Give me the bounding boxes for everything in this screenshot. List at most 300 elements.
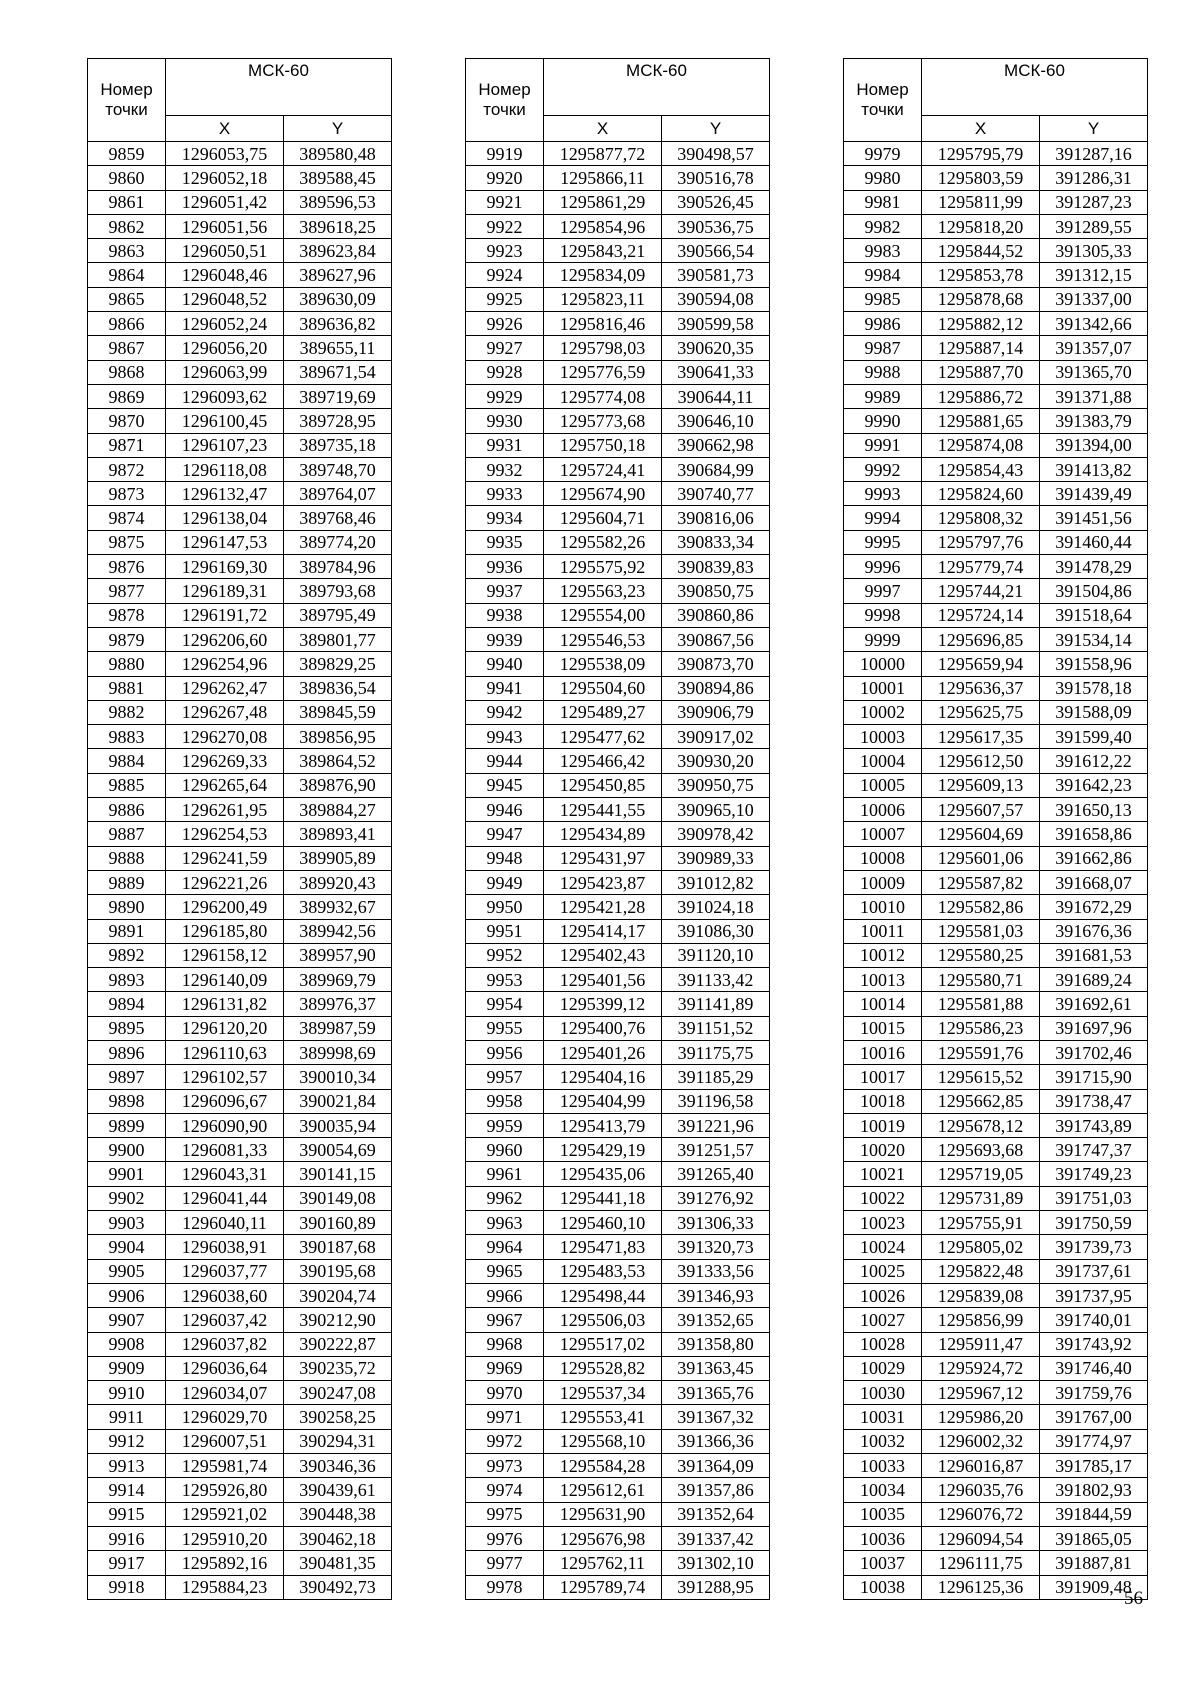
table-row <box>88 700 392 724</box>
y-coordinate-cell: 390516,78 <box>662 166 770 190</box>
point-number-cell: 9875 <box>88 530 166 554</box>
x-coordinate-cell: 1295693,68 <box>922 1138 1040 1162</box>
point-number-cell: 9925 <box>466 287 544 311</box>
point-number-cell: 9956 <box>466 1040 544 1064</box>
y-coordinate-cell: 390010,34 <box>284 1065 392 1089</box>
y-coordinate-cell: 391276,92 <box>662 1186 770 1210</box>
x-coordinate-cell: 1295537,34 <box>544 1381 662 1405</box>
table-row <box>88 433 392 457</box>
point-number-cell: 9978 <box>466 1575 544 1599</box>
y-coordinate-cell: 391287,16 <box>1040 142 1148 166</box>
y-coordinate-cell: 390021,84 <box>284 1089 392 1113</box>
x-coordinate-cell: 1295776,59 <box>544 360 662 384</box>
table-row <box>466 700 770 724</box>
y-coordinate-cell: 391668,07 <box>1040 870 1148 894</box>
x-coordinate-cell: 1295587,82 <box>922 870 1040 894</box>
y-coordinate-cell: 389580,48 <box>284 142 392 166</box>
point-number-cell: 9871 <box>88 433 166 457</box>
x-coordinate-cell: 1295553,41 <box>544 1405 662 1429</box>
x-coordinate-cell: 1295924,72 <box>922 1356 1040 1380</box>
y-coordinate-cell: 391012,82 <box>662 870 770 894</box>
table-row <box>466 263 770 287</box>
x-coordinate-cell: 1295609,13 <box>922 773 1040 797</box>
x-coordinate-cell: 1295581,03 <box>922 919 1040 943</box>
y-coordinate-cell: 389976,37 <box>284 992 392 1016</box>
table-row <box>88 1089 392 1113</box>
table-row <box>844 1381 1148 1405</box>
y-coordinate-cell: 391251,57 <box>662 1138 770 1162</box>
y-coordinate-cell: 390439,61 <box>284 1478 392 1502</box>
y-coordinate-cell: 390498,57 <box>662 142 770 166</box>
x-coordinate-cell: 1295429,19 <box>544 1138 662 1162</box>
point-number-cell: 9861 <box>88 190 166 214</box>
y-coordinate-cell: 390989,33 <box>662 846 770 870</box>
table-row <box>844 214 1148 238</box>
y-coordinate-cell: 389618,25 <box>284 214 392 238</box>
point-number-cell: 9941 <box>466 676 544 700</box>
x-coordinate-cell: 1295843,21 <box>544 239 662 263</box>
point-number-cell: 9965 <box>466 1259 544 1283</box>
y-coordinate-cell: 390620,35 <box>662 336 770 360</box>
point-number-cell: 10020 <box>844 1138 922 1162</box>
y-coordinate-cell: 391715,90 <box>1040 1065 1148 1089</box>
y-coordinate-cell: 391676,36 <box>1040 919 1148 943</box>
y-coordinate-cell: 391747,37 <box>1040 1138 1148 1162</box>
table-row <box>844 1186 1148 1210</box>
point-number-cell: 9864 <box>88 263 166 287</box>
point-number-cell: 10024 <box>844 1235 922 1259</box>
point-number-cell: 9914 <box>88 1478 166 1502</box>
table-row <box>844 749 1148 773</box>
table-row <box>466 1089 770 1113</box>
point-number-cell: 9994 <box>844 506 922 530</box>
y-coordinate-cell: 389655,11 <box>284 336 392 360</box>
x-coordinate-cell: 1296063,99 <box>166 360 284 384</box>
table-row <box>466 992 770 1016</box>
table-row <box>88 1356 392 1380</box>
point-number-cell: 9944 <box>466 749 544 773</box>
y-coordinate-cell: 390581,73 <box>662 263 770 287</box>
table-row <box>466 725 770 749</box>
y-coordinate-cell: 391120,10 <box>662 943 770 967</box>
y-coordinate-cell: 391737,95 <box>1040 1283 1148 1307</box>
y-coordinate-cell: 389856,95 <box>284 725 392 749</box>
x-coordinate-cell: 1295882,12 <box>922 312 1040 336</box>
table-row <box>466 409 770 433</box>
x-coordinate-cell: 1296048,46 <box>166 263 284 287</box>
y-coordinate-cell: 389728,95 <box>284 409 392 433</box>
y-coordinate-cell: 390684,99 <box>662 457 770 481</box>
point-number-cell: 9926 <box>466 312 544 336</box>
table-row <box>88 1308 392 1332</box>
y-coordinate-cell: 390235,72 <box>284 1356 392 1380</box>
point-number-cell: 9877 <box>88 579 166 603</box>
table-row <box>466 360 770 384</box>
table-row <box>844 312 1148 336</box>
table-row <box>844 1065 1148 1089</box>
table-row <box>88 1235 392 1259</box>
x-coordinate-cell: 1295582,26 <box>544 530 662 554</box>
x-coordinate-cell: 1296269,33 <box>166 749 284 773</box>
point-number-cell: 10005 <box>844 773 922 797</box>
point-number-cell: 9949 <box>466 870 544 894</box>
x-coordinate-cell: 1295866,11 <box>544 166 662 190</box>
point-number-cell: 9902 <box>88 1186 166 1210</box>
y-coordinate-cell: 391909,48 <box>1040 1575 1148 1599</box>
table-row <box>466 1138 770 1162</box>
y-coordinate-cell: 389957,90 <box>284 943 392 967</box>
y-coordinate-cell: 390894,86 <box>662 676 770 700</box>
x-coordinate-cell: 1295615,52 <box>922 1065 1040 1089</box>
point-number-cell: 9922 <box>466 214 544 238</box>
y-coordinate-cell: 391133,42 <box>662 968 770 992</box>
y-coordinate-cell: 391086,30 <box>662 919 770 943</box>
table-row <box>88 555 392 579</box>
point-number-cell: 9919 <box>466 142 544 166</box>
x-coordinate-cell: 1296002,32 <box>922 1429 1040 1453</box>
table-row <box>466 870 770 894</box>
y-coordinate-cell: 391504,86 <box>1040 579 1148 603</box>
y-coordinate-cell: 390258,25 <box>284 1405 392 1429</box>
point-number-cell: 9963 <box>466 1211 544 1235</box>
y-coordinate-cell: 389998,69 <box>284 1040 392 1064</box>
table-row <box>88 1259 392 1283</box>
table-row <box>88 846 392 870</box>
point-number-cell: 10021 <box>844 1162 922 1186</box>
x-coordinate-cell: 1296185,80 <box>166 919 284 943</box>
point-number-cell: 9938 <box>466 603 544 627</box>
point-number-cell: 10028 <box>844 1332 922 1356</box>
x-coordinate-cell: 1295678,12 <box>922 1113 1040 1137</box>
x-coordinate-cell: 1295981,74 <box>166 1454 284 1478</box>
x-coordinate-cell: 1295881,65 <box>922 409 1040 433</box>
x-coordinate-cell: 1295607,57 <box>922 798 1040 822</box>
x-coordinate-cell: 1296132,47 <box>166 482 284 506</box>
y-coordinate-cell: 391439,49 <box>1040 482 1148 506</box>
x-coordinate-cell: 1296169,30 <box>166 555 284 579</box>
table-row <box>466 1065 770 1089</box>
table-body <box>466 142 770 1600</box>
table-row <box>844 1454 1148 1478</box>
y-coordinate-cell: 391802,93 <box>1040 1478 1148 1502</box>
table-row <box>88 725 392 749</box>
table-row <box>88 1551 392 1575</box>
x-coordinate-cell: 1295662,85 <box>922 1089 1040 1113</box>
x-coordinate-cell: 1295401,26 <box>544 1040 662 1064</box>
table-row <box>88 336 392 360</box>
y-coordinate-cell: 391751,03 <box>1040 1186 1148 1210</box>
table-row <box>844 166 1148 190</box>
table-row <box>466 749 770 773</box>
y-coordinate-cell: 391221,96 <box>662 1113 770 1137</box>
x-coordinate-cell: 1296050,51 <box>166 239 284 263</box>
table-row <box>88 1502 392 1526</box>
y-coordinate-cell: 389588,45 <box>284 166 392 190</box>
y-coordinate-cell: 391737,61 <box>1040 1259 1148 1283</box>
y-coordinate-cell: 391534,14 <box>1040 627 1148 651</box>
x-coordinate-cell: 1295498,44 <box>544 1283 662 1307</box>
y-coordinate-cell: 390448,38 <box>284 1502 392 1526</box>
x-coordinate-cell: 1295434,89 <box>544 822 662 846</box>
point-number-cell: 9869 <box>88 384 166 408</box>
x-coordinate-cell: 1296262,47 <box>166 676 284 700</box>
point-number-cell: 9910 <box>88 1381 166 1405</box>
y-coordinate-cell: 391286,31 <box>1040 166 1148 190</box>
table-row <box>88 943 392 967</box>
x-coordinate-cell: 1295441,55 <box>544 798 662 822</box>
y-coordinate-cell: 390294,31 <box>284 1429 392 1453</box>
table-row <box>466 482 770 506</box>
x-coordinate-cell: 1295816,46 <box>544 312 662 336</box>
point-number-header: Номер точки <box>88 59 166 142</box>
y-coordinate-cell: 389596,53 <box>284 190 392 214</box>
point-number-cell: 9890 <box>88 895 166 919</box>
x-coordinate-cell: 1295886,72 <box>922 384 1040 408</box>
y-coordinate-cell: 391558,96 <box>1040 652 1148 676</box>
table-row <box>844 142 1148 166</box>
table-row <box>466 1308 770 1332</box>
point-number-cell: 9909 <box>88 1356 166 1380</box>
y-coordinate-cell: 391650,13 <box>1040 798 1148 822</box>
table-row <box>88 1429 392 1453</box>
table-row <box>844 1283 1148 1307</box>
table-row <box>844 1356 1148 1380</box>
point-number-cell: 10002 <box>844 700 922 724</box>
y-coordinate-cell: 391578,18 <box>1040 676 1148 700</box>
y-coordinate-cell: 390839,83 <box>662 555 770 579</box>
point-number-cell: 9928 <box>466 360 544 384</box>
x-coordinate-cell: 1296051,56 <box>166 214 284 238</box>
x-coordinate-cell: 1295676,98 <box>544 1526 662 1550</box>
y-coordinate-cell: 391352,64 <box>662 1502 770 1526</box>
table-row <box>88 166 392 190</box>
coordinate-system-header: МСК-60 <box>922 59 1148 116</box>
x-coordinate-cell: 1295586,23 <box>922 1016 1040 1040</box>
x-coordinate-cell: 1295861,29 <box>544 190 662 214</box>
point-number-cell: 9977 <box>466 1551 544 1575</box>
point-number-cell: 9982 <box>844 214 922 238</box>
x-coordinate-cell: 1296076,72 <box>922 1502 1040 1526</box>
point-number-cell: 9921 <box>466 190 544 214</box>
y-coordinate-cell: 389630,09 <box>284 287 392 311</box>
y-coordinate-cell: 391364,09 <box>662 1454 770 1478</box>
y-coordinate-cell: 390965,10 <box>662 798 770 822</box>
x-coordinate-cell: 1296052,18 <box>166 166 284 190</box>
point-number-cell: 9863 <box>88 239 166 263</box>
point-number-cell: 9903 <box>88 1211 166 1235</box>
point-number-cell: 10001 <box>844 676 922 700</box>
x-coordinate-cell: 1296191,72 <box>166 603 284 627</box>
y-coordinate-cell: 390187,68 <box>284 1235 392 1259</box>
table-row <box>844 384 1148 408</box>
point-number-cell: 10015 <box>844 1016 922 1040</box>
x-coordinate-cell: 1295724,14 <box>922 603 1040 627</box>
point-number-cell: 9986 <box>844 312 922 336</box>
x-coordinate-cell: 1295401,56 <box>544 968 662 992</box>
y-coordinate-cell: 389784,96 <box>284 555 392 579</box>
table-row <box>466 287 770 311</box>
table-row <box>844 1551 1148 1575</box>
table-row <box>88 1381 392 1405</box>
x-coordinate-cell: 1295404,99 <box>544 1089 662 1113</box>
table-row <box>88 263 392 287</box>
table-row <box>88 1211 392 1235</box>
table-row <box>466 142 770 166</box>
x-header: X <box>922 116 1040 142</box>
point-number-cell: 9879 <box>88 627 166 651</box>
point-number-cell: 9878 <box>88 603 166 627</box>
y-coordinate-cell: 390917,02 <box>662 725 770 749</box>
x-coordinate-cell: 1296090,90 <box>166 1113 284 1137</box>
point-number-cell: 9998 <box>844 603 922 627</box>
y-coordinate-cell: 391413,82 <box>1040 457 1148 481</box>
point-number-cell: 9937 <box>466 579 544 603</box>
y-coordinate-cell: 391357,07 <box>1040 336 1148 360</box>
x-coordinate-cell: 1295601,06 <box>922 846 1040 870</box>
x-coordinate-cell: 1295580,71 <box>922 968 1040 992</box>
point-number-cell: 10013 <box>844 968 922 992</box>
table-row <box>844 457 1148 481</box>
x-coordinate-cell: 1296254,53 <box>166 822 284 846</box>
y-coordinate-cell: 389987,59 <box>284 1016 392 1040</box>
table-row <box>88 530 392 554</box>
table-row <box>88 1405 392 1429</box>
table-row <box>466 1405 770 1429</box>
y-coordinate-cell: 391352,65 <box>662 1308 770 1332</box>
x-coordinate-cell: 1295744,21 <box>922 579 1040 603</box>
y-coordinate-cell: 390740,77 <box>662 482 770 506</box>
y-coordinate-cell: 389836,54 <box>284 676 392 700</box>
x-coordinate-cell: 1296048,52 <box>166 287 284 311</box>
y-coordinate-cell: 389719,69 <box>284 384 392 408</box>
table-row <box>88 482 392 506</box>
x-coordinate-cell: 1295604,69 <box>922 822 1040 846</box>
x-header: X <box>544 116 662 142</box>
point-number-cell: 9955 <box>466 1016 544 1040</box>
point-number-cell: 9950 <box>466 895 544 919</box>
table-row <box>88 749 392 773</box>
point-number-cell: 9906 <box>88 1283 166 1307</box>
x-coordinate-cell: 1296120,20 <box>166 1016 284 1040</box>
x-coordinate-cell: 1295612,61 <box>544 1478 662 1502</box>
point-number-cell: 10030 <box>844 1381 922 1405</box>
x-coordinate-cell: 1295504,60 <box>544 676 662 700</box>
x-coordinate-cell: 1295854,96 <box>544 214 662 238</box>
y-coordinate-cell: 391681,53 <box>1040 943 1148 967</box>
table-row <box>466 1429 770 1453</box>
point-number-cell: 9918 <box>88 1575 166 1599</box>
point-number-cell: 9876 <box>88 555 166 579</box>
table-row <box>466 1162 770 1186</box>
point-number-cell: 9947 <box>466 822 544 846</box>
x-coordinate-cell: 1295421,28 <box>544 895 662 919</box>
point-number-cell: 9901 <box>88 1162 166 1186</box>
table-row <box>466 530 770 554</box>
table-row <box>844 1211 1148 1235</box>
y-coordinate-cell: 390850,75 <box>662 579 770 603</box>
point-number-cell: 9866 <box>88 312 166 336</box>
y-coordinate-cell: 391367,32 <box>662 1405 770 1429</box>
point-number-cell: 10027 <box>844 1308 922 1332</box>
y-coordinate-cell: 390462,18 <box>284 1526 392 1550</box>
point-number-cell: 9995 <box>844 530 922 554</box>
x-coordinate-cell: 1296096,67 <box>166 1089 284 1113</box>
table-row <box>844 1405 1148 1429</box>
y-coordinate-cell: 391749,23 <box>1040 1162 1148 1186</box>
point-number-cell: 9867 <box>88 336 166 360</box>
point-number-cell: 10025 <box>844 1259 922 1283</box>
table-row <box>466 239 770 263</box>
x-coordinate-cell: 1295612,50 <box>922 749 1040 773</box>
point-number-cell: 9993 <box>844 482 922 506</box>
point-number-cell: 9880 <box>88 652 166 676</box>
table-row <box>844 1040 1148 1064</box>
coordinate-system-header: МСК-60 <box>166 59 392 116</box>
table-row <box>844 1138 1148 1162</box>
table-row <box>88 652 392 676</box>
table-row <box>844 579 1148 603</box>
x-coordinate-cell: 1295659,94 <box>922 652 1040 676</box>
y-coordinate-cell: 389920,43 <box>284 870 392 894</box>
x-coordinate-cell: 1296037,82 <box>166 1332 284 1356</box>
point-number-header: Номер точки <box>466 59 544 142</box>
x-header: X <box>166 116 284 142</box>
y-coordinate-cell: 390141,15 <box>284 1162 392 1186</box>
x-coordinate-cell: 1295750,18 <box>544 433 662 457</box>
point-number-header: Номер точки <box>844 59 922 142</box>
table-row <box>466 943 770 967</box>
table-row <box>88 457 392 481</box>
point-number-cell: 9865 <box>88 287 166 311</box>
y-coordinate-cell: 389864,52 <box>284 749 392 773</box>
table-row <box>88 773 392 797</box>
table-row <box>844 1478 1148 1502</box>
point-number-cell: 9927 <box>466 336 544 360</box>
point-number-cell: 10000 <box>844 652 922 676</box>
x-coordinate-cell: 1295483,53 <box>544 1259 662 1283</box>
table-row <box>844 1162 1148 1186</box>
table-row <box>466 919 770 943</box>
y-coordinate-cell: 391287,23 <box>1040 190 1148 214</box>
x-coordinate-cell: 1296206,60 <box>166 627 284 651</box>
x-coordinate-cell: 1296029,70 <box>166 1405 284 1429</box>
point-number-cell: 9964 <box>466 1235 544 1259</box>
x-coordinate-cell: 1296111,75 <box>922 1551 1040 1575</box>
point-number-cell: 10011 <box>844 919 922 943</box>
y-coordinate-cell: 389905,89 <box>284 846 392 870</box>
table-row <box>88 1478 392 1502</box>
table-row <box>844 433 1148 457</box>
y-coordinate-cell: 390646,10 <box>662 409 770 433</box>
y-coordinate-cell: 391371,88 <box>1040 384 1148 408</box>
y-coordinate-cell: 391697,96 <box>1040 1016 1148 1040</box>
table-row <box>466 457 770 481</box>
y-coordinate-cell: 391599,40 <box>1040 725 1148 749</box>
y-header: Y <box>1040 116 1148 142</box>
table-row <box>466 968 770 992</box>
x-coordinate-cell: 1295844,52 <box>922 239 1040 263</box>
table-body <box>844 142 1148 1600</box>
x-coordinate-cell: 1295731,89 <box>922 1186 1040 1210</box>
x-coordinate-cell: 1295824,60 <box>922 482 1040 506</box>
x-coordinate-cell: 1296043,31 <box>166 1162 284 1186</box>
y-coordinate-cell: 390149,08 <box>284 1186 392 1210</box>
y-coordinate-cell: 390906,79 <box>662 700 770 724</box>
y-coordinate-cell: 391692,61 <box>1040 992 1148 1016</box>
y-coordinate-cell: 389932,67 <box>284 895 392 919</box>
x-coordinate-cell: 1296265,64 <box>166 773 284 797</box>
point-number-cell: 9931 <box>466 433 544 457</box>
